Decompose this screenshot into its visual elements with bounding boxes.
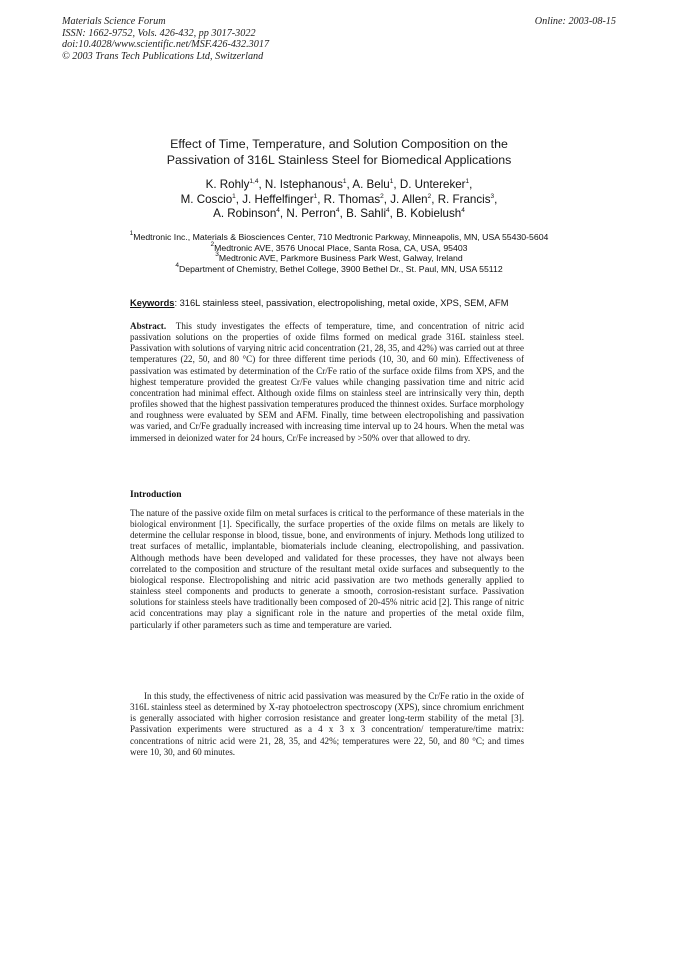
author-affil-ref: 2 bbox=[427, 192, 432, 200]
author-affil-ref: 1 bbox=[389, 178, 394, 185]
affiliation-marker: 2 bbox=[210, 240, 215, 248]
author-affil-ref: 4 bbox=[336, 207, 340, 215]
author-affil-ref: 4 bbox=[461, 207, 465, 215]
doi-link[interactable]: doi:10.4028/www.scientific.net/MSF.426-432.3017 bbox=[62, 39, 270, 51]
keywords-label: Keywords bbox=[130, 298, 175, 308]
affiliation-text: Medtronic AVE, Parkmore Business Park West, Galway, Ireland bbox=[218, 253, 463, 264]
title-line-2: Passivation of 316L Stainless Steel for Biomedical Applications bbox=[166, 152, 512, 167]
online-date: Online: 2003-08-15 bbox=[534, 16, 616, 27]
introduction-heading: Introduction bbox=[130, 490, 182, 500]
author-line-3: A. Robinson$^4$, N. Perron$^4$, B. Sahli$^4$, B. Kobielush$^4$ bbox=[213, 207, 465, 221]
affiliation-2 bbox=[128, 240, 550, 254]
keywords-text: 316L stainless steel, passivation, electropolishing, metal oxide, XPS, SEM, AFM bbox=[179, 298, 509, 308]
author-name: N. Istephanous bbox=[264, 178, 343, 191]
author-affil-ref: 2 bbox=[380, 192, 384, 200]
author-affil-ref: 1 bbox=[313, 192, 318, 200]
author-name: R. Thomas bbox=[323, 192, 381, 206]
affiliation-3 bbox=[128, 253, 550, 264]
keywords-line: Keywords: 316L stainless steel, passivation, electropolishing, metal oxide, XPS, SEM, AFM bbox=[130, 298, 509, 308]
affiliation-4 bbox=[128, 264, 550, 275]
author-name: M. Coscio bbox=[180, 192, 233, 206]
journal-header bbox=[62, 16, 269, 62]
introduction-paragraph-1 bbox=[130, 508, 524, 631]
affiliation-1 bbox=[128, 232, 550, 243]
author-affil-ref: 1 bbox=[465, 178, 470, 185]
paragraph-text: In this study, the effectiveness of nitric acid passivation was measured by the Cr/Fe ratio in the oxide of 316L stainless steel as determined by X-ray photoelectron spectroscopy (XPS), since chromium enrichment is generally associated with higher corrosion resistance and greater long-term stability of the metal [3]. Passivation experiments were structured as a 4 x 3 x 3 concentration/ temperature/time matrix: concentrations of nitric acid were 21, 28, 35, and 42%; temperatures were 22, 50, and 80 °C; and times were 10, 30, and 60 minutes. bbox=[130, 691, 524, 757]
copyright-line: © 2003 Trans Tech Publications Ltd, Switzerland bbox=[62, 50, 264, 62]
affiliation-marker: 1 bbox=[129, 230, 134, 237]
introduction-paragraph-2 bbox=[130, 691, 524, 758]
issn-line: ISSN: 1662-9752, Vols. 426-432, pp 3017-3022 bbox=[62, 27, 256, 39]
author-name: J. Heffelfinger bbox=[242, 192, 314, 206]
affiliation-text: Medtronic AVE, 3576 Unocal Place, Santa Rosa, CA, USA, 95403 bbox=[214, 242, 468, 253]
author-affil-ref: 1 bbox=[232, 192, 236, 200]
affiliation-marker: 3 bbox=[215, 251, 219, 259]
affiliation-marker: 4 bbox=[175, 262, 179, 270]
author-list bbox=[110, 178, 568, 222]
abstract bbox=[130, 321, 524, 444]
author-name: D. Untereker bbox=[399, 178, 466, 191]
affiliation-text: Medtronic Inc., Materials & Biosciences Center, 710 Medtronic Parkway, Minneapolis, MN, USA 55430-5604 bbox=[133, 232, 549, 242]
abstract-text: This study investigates the effects of temperature, time, and concentration of nitric acid passivation solutions on the properties of oxide films formed on medical grade 316L stainless steel. Passivation with solutions of varying nitric acid concentration (21, 28, 35, and 42%) was carried out at three temperatures (22, 50, and 80 °C) for three different time periods (10, 30, and 60 min). Effectiveness of passivation was estimated by determination of the Cr/Fe ratio of the surface oxide films from XPS, and the highest temperature provided the greatest Cr/Fe values while changing passivation time and nitric acid concentration had minimal effect. Although oxide films on stainless steel are intrinsically very thin, depth profiles showed that the highest passivation temperatures produced the thinnest oxides. Surface morphology and roughness were evaluated by SEM and AFM. Finally, time between electropolishing and passivation was varied, and Cr/Fe gradually increased with increasing time interval up to 24 hours. When the metal was immersed in deionized water for 24 hours, Cr/Fe increased by >50% over that allowed to dry. bbox=[130, 321, 525, 443]
author-affil-ref: 1 bbox=[342, 178, 347, 185]
author-line-1: K. Rohly$^{1,4}$, N. Istephanous$^1$, A. Belu$^1$, D. Untereker$^1$, bbox=[205, 178, 473, 191]
author-affil-ref: 3 bbox=[490, 192, 495, 200]
paper-title bbox=[120, 137, 558, 168]
author-name: A. Belu bbox=[352, 178, 390, 191]
author-line-2: M. Coscio$^1$, J. Heffelfinger$^1$, R. Thomas$^2$, J. Allen$^2$, R. Francis$^3$, bbox=[180, 192, 498, 206]
author-name: K. Rohly bbox=[205, 178, 250, 191]
author-name: B. Kobielush bbox=[396, 207, 462, 221]
author-name: N. Perron bbox=[286, 207, 336, 221]
abstract-label: Abstract. bbox=[130, 321, 167, 331]
author-affil-ref: 4 bbox=[386, 207, 390, 215]
author-name: A. Robinson bbox=[213, 207, 277, 221]
author-name: B. Sahli bbox=[346, 207, 387, 221]
author-affil-ref: 4 bbox=[276, 207, 280, 215]
journal-name: Materials Science Forum bbox=[62, 16, 166, 27]
affiliations bbox=[128, 232, 550, 275]
title-line-1: Effect of Time, Temperature, and Solution Composition on the bbox=[170, 137, 508, 151]
author-affil-ref: 1,4 bbox=[249, 178, 259, 185]
author-name: J. Allen bbox=[390, 192, 428, 206]
affiliation-text: Department of Chemistry, Bethel College, 3900 Bethel Dr., St. Paul, MN, USA 55112 bbox=[178, 264, 503, 275]
paragraph-text: The nature of the passive oxide film on metal surfaces is critical to the performance of these materials in the biological environment [1]. Specifically, the surface properties of the oxide films on metals are likely to determine the cellular response in blood, tissue, bone, and environments of injury. Methods long utilized to treat surfaces of metallic, implantable, biomaterials include cleaning, electropolishing, and passivation. Although methods have been developed and validated for these processes, they have not always been correlated to the composition and structure of the resultant metal oxide surfaces and subsequently to the biological response. Electropolishing and nitric acid passivation are two methods generally applied to stainless steel components and products to generate a smooth, corrosion-resistant surface. Passivation solutions for stainless steels have traditionally been composed of 20-45% nitric acid [2]. This range of nitric acid concentrations may play a significant role in the nature and properties of the metal oxide film, particularly if other parameters such as time and temperature are varied. bbox=[130, 508, 524, 630]
author-name: R. Francis bbox=[437, 192, 491, 206]
